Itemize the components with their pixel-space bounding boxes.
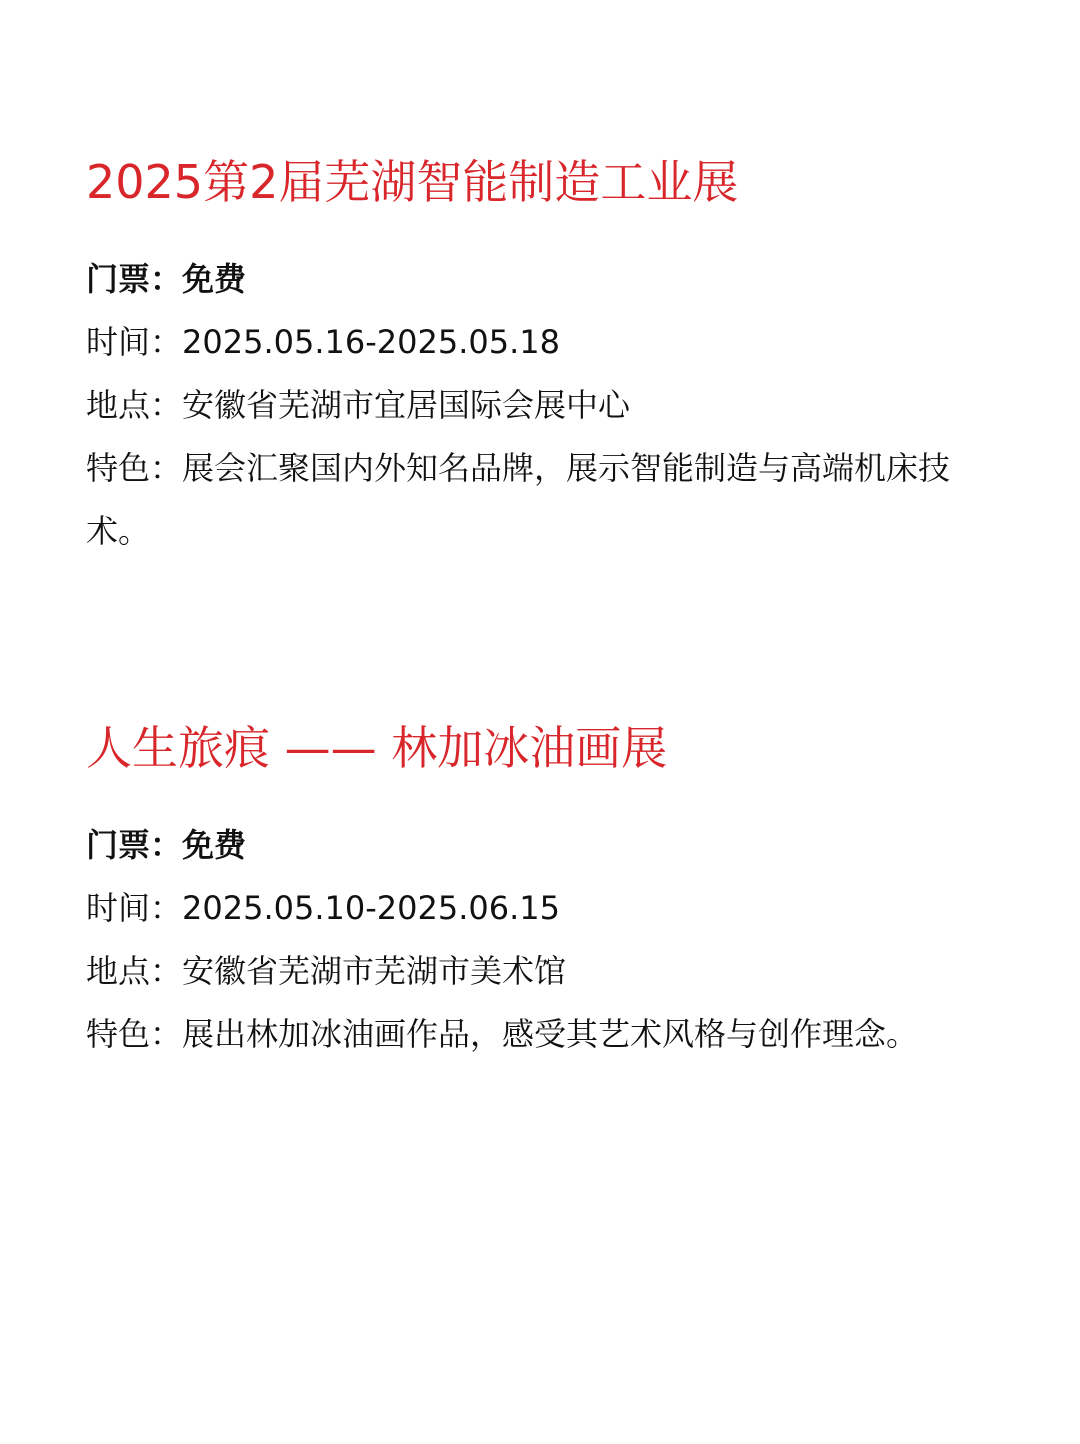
time-label: 时间： [86, 889, 183, 927]
feature-value: 展会汇聚国内外知名品牌，展示智能制造与高端机床技术。 [86, 449, 951, 550]
location-label: 地点： [86, 386, 183, 424]
feature-label: 特色： [86, 449, 183, 487]
ticket-value: 免费 [182, 260, 247, 298]
event-title: 2025第2届芜湖智能制造工业展 [86, 155, 739, 209]
location-row [86, 940, 986, 1003]
ticket-label: 门票： [86, 260, 183, 298]
ticket-row [86, 248, 986, 311]
event-details [86, 814, 986, 1066]
ticket-label: 门票： [86, 826, 183, 864]
feature-row [86, 1003, 966, 1066]
event-details [86, 248, 986, 563]
location-value: 安徽省芜湖市宜居国际会展中心 [182, 386, 631, 424]
time-label: 时间： [86, 323, 183, 361]
event-card-2 [86, 716, 986, 1066]
event-title: 人生旅痕 —— 林加冰油画展 [86, 721, 668, 775]
time-row [86, 877, 986, 940]
feature-label: 特色： [86, 1015, 183, 1053]
time-row [86, 311, 986, 374]
feature-value: 展出林加冰油画作品，感受其艺术风格与创作理念。 [182, 1015, 919, 1053]
event-card-1 [86, 150, 986, 563]
time-value: 2025.05.10-2025.06.15 [182, 889, 560, 927]
location-label: 地点： [86, 952, 183, 990]
location-value: 安徽省芜湖市芜湖市美术馆 [182, 952, 567, 990]
time-value: 2025.05.16-2025.05.18 [182, 323, 560, 361]
ticket-row [86, 814, 986, 877]
feature-row [86, 437, 966, 563]
location-row [86, 374, 986, 437]
ticket-value: 免费 [182, 826, 247, 864]
